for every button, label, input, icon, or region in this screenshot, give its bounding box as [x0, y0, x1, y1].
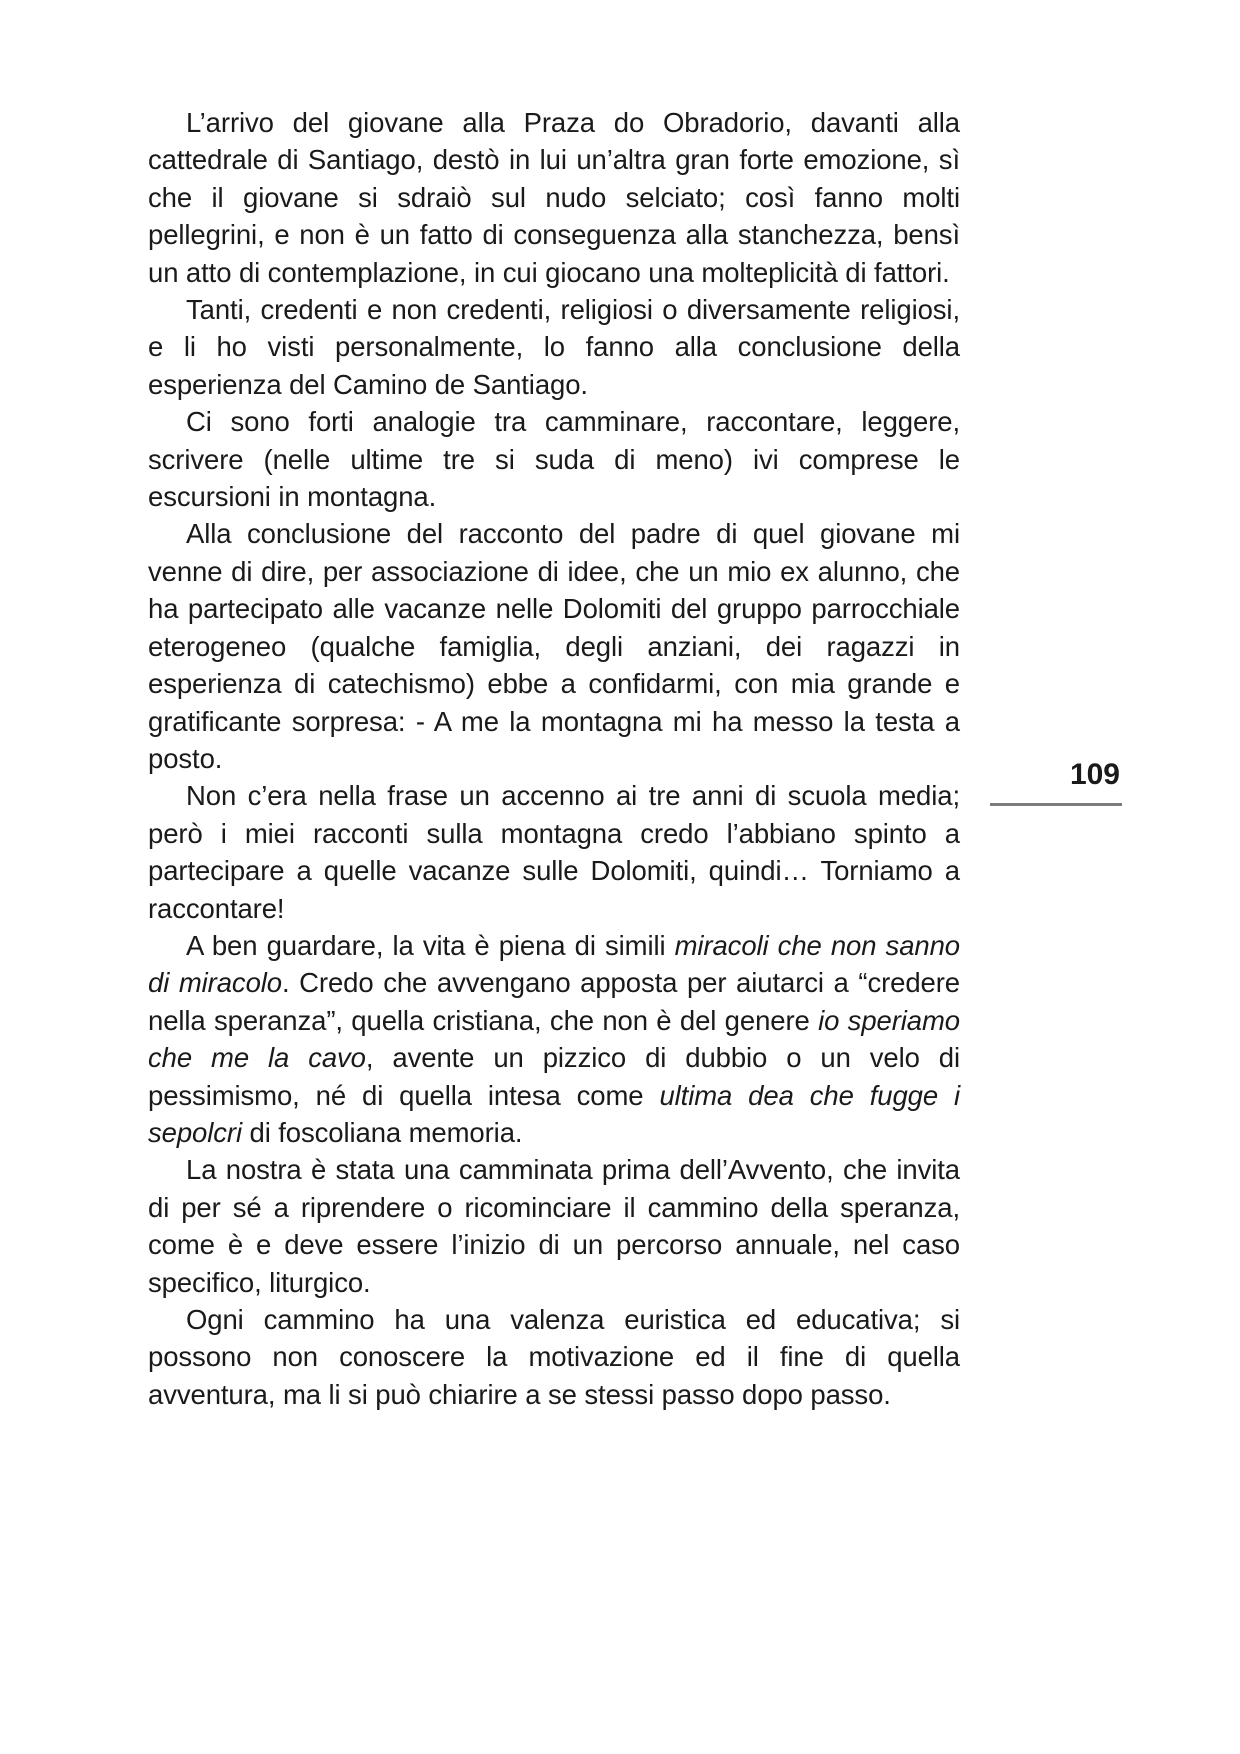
page-number-rule: [990, 803, 1122, 806]
paragraph: [148, 777, 960, 927]
page-number: 109: [1069, 758, 1120, 791]
italic-phrase: miracoli che non sanno di miracolo: [148, 929, 960, 999]
text-run: A ben guardare, la vita è piena di simili: [186, 929, 675, 961]
text-run: Ogni cammino ha una valenza euristica ed educativa; si possono non conoscere la motivazione ed il fine di quella avventura, ma li si può chiarire a se stessi passo dopo passo.: [148, 1304, 960, 1410]
paragraph: [148, 1151, 960, 1301]
paragraph: [148, 291, 960, 403]
paragraph: [148, 104, 960, 291]
text-run: L’arrivo del giovane alla Praza do Obradorio, davanti alla cattedrale di Santiago, destò in lui un’altra gran forte emozione, sì che il giovane si sdraiò sul nudo selciato; così fanno molti pellegrini, e non è un fatto di conseguenza alla stanchezza, bensì un atto di contemplazione, in cui giocano una molteplicità di fattori.: [148, 107, 960, 288]
text-run: Tanti, credenti e non credenti, religiosi o diversamente religiosi, e li ho visti personalmente, lo fanno alla conclusione della esperienza del Camino de Santiago.: [148, 294, 960, 400]
text-run: Non c’era nella frase un accenno ai tre anni di scuola media; però i miei racconti sulla montagna credo l’abbiano spinto a partecipare a quelle vacanze sulle Dolomiti, quindi… Torniamo a raccontare!: [148, 780, 960, 924]
body-text-column: [148, 104, 960, 1413]
paragraph: [148, 1301, 960, 1413]
text-run: di foscoliana memoria.: [241, 1116, 523, 1148]
text-run: . Credo che avvengano apposta per aiutarci a “credere nella speranza”, quella cristiana, che non è del genere: [148, 967, 960, 1036]
text-run: , avente un pizzico di dubbio o un velo di pessimismo, né di quella intesa come: [148, 1042, 960, 1111]
paragraph: [148, 927, 960, 1151]
paragraph: [148, 515, 960, 777]
paragraph: [148, 403, 960, 515]
text-run: La nostra è stata una camminata prima dell’Avvento, che invita di per sé a riprendere o ricominciare il cammino della speranza, come è e deve essere l’inizio di un percorso annuale, nel caso specifico, liturgico.: [148, 1154, 960, 1298]
italic-phrase: ultima dea che fugge i sepolcri: [148, 1079, 960, 1148]
text-run: Ci sono forti analogie tra camminare, raccontare, leggere, scrivere (nelle ultime tre si suda di meno) ivi comprese le escursioni in montagna.: [148, 406, 960, 513]
page-number-block: [990, 760, 1122, 806]
text-run: Alla conclusione del racconto del padre di quel giovane mi venne di dire, per associazione di idee, che un mio ex alunno, che ha partecipato alle vacanze nelle Dolomiti del gruppo parrocchiale eterogeneo (qualche famiglia, degli anziani, dei ragazzi in esperienza di catechismo) ebbe a confidarmi, con mia grande e gratificante sorpresa: - A me la montagna mi ha messo la testa a posto.: [148, 518, 960, 774]
italic-phrase: io speriamo che me la cavo: [148, 1004, 960, 1074]
